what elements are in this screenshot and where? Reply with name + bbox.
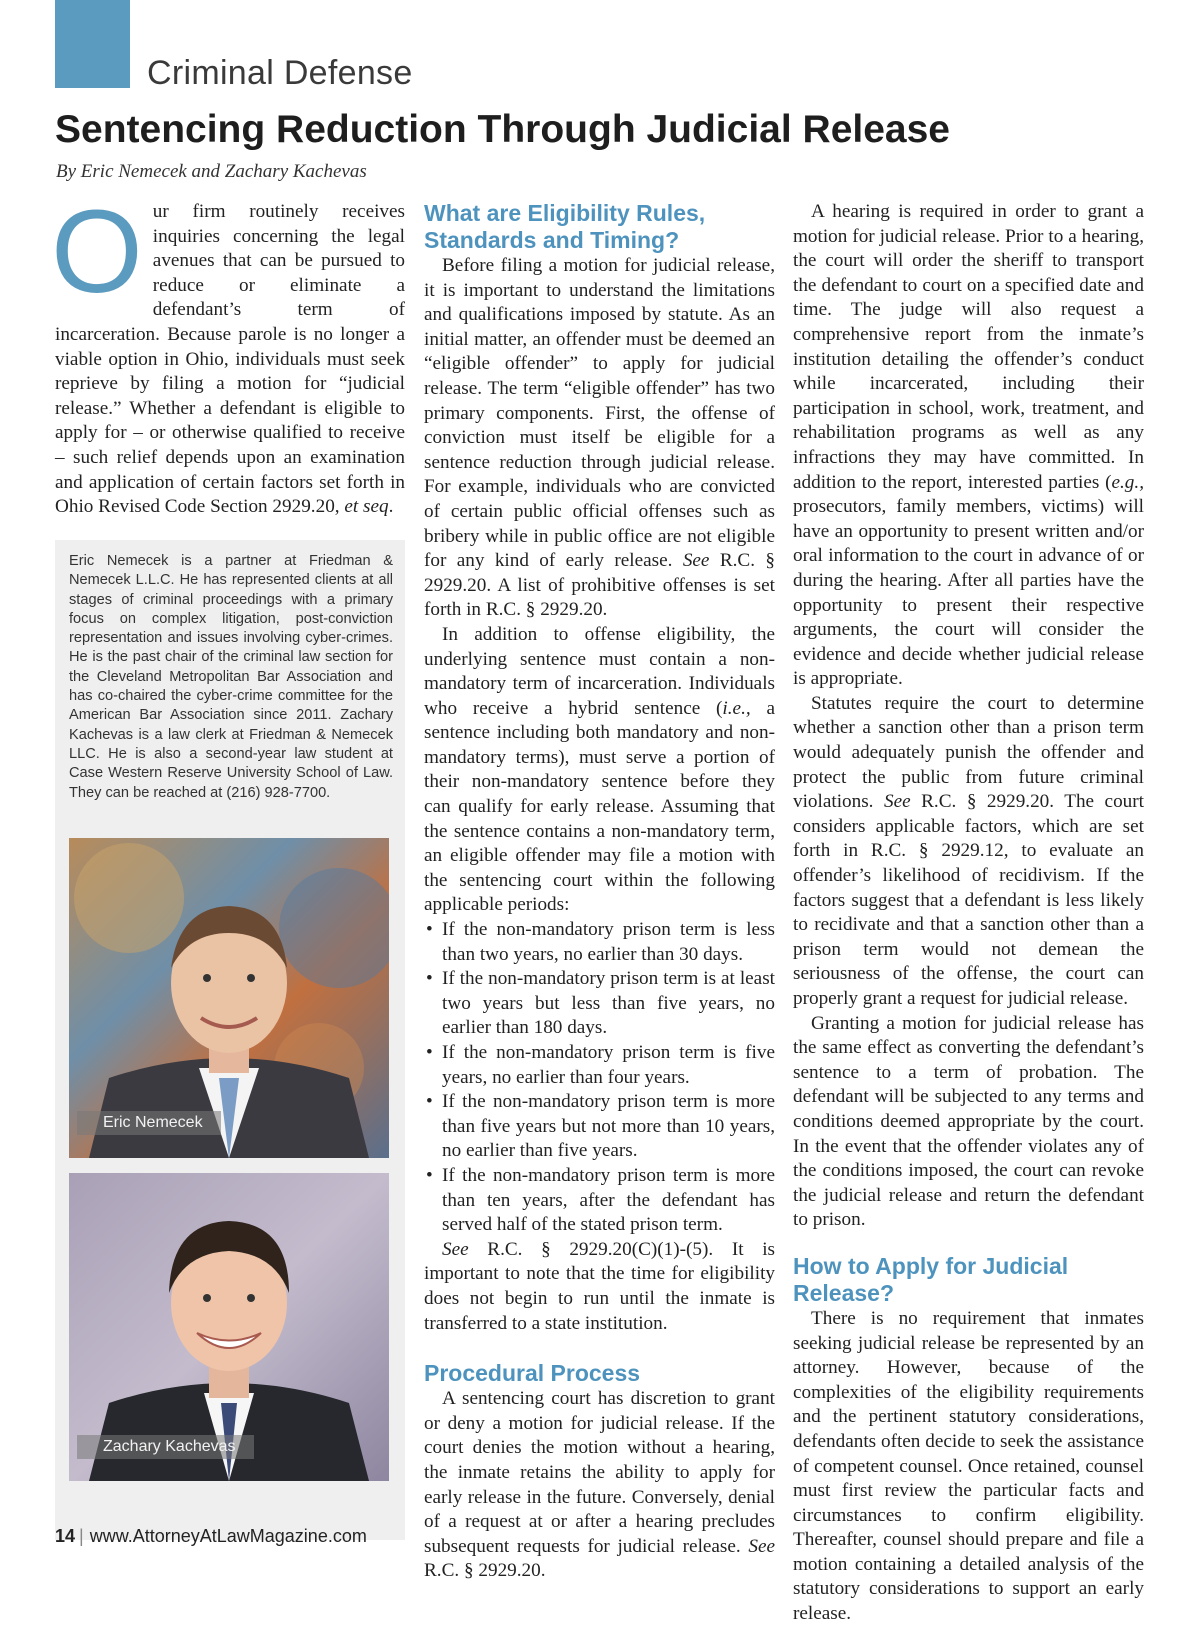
subheading-how-to-apply: How to Apply for Judicial Release?	[793, 1252, 1069, 1306]
intro-paragraph: Our firm routinely receives inquiries concerning the legal avenues that can be pursued to reduce or eliminate a defendant’s term of incarceration. Because parole is no longer a viable option in Ohio, individuals must seek reprieve by filing a motion for “judicial release.” Whether a defendant is eligible to apply for – or otherwise qualified to receive – such relief depends upon an examination and application of certain factors set forth in Ohio Revised Code Section 2929.20, et seq.	[51, 186, 405, 518]
paragraph: There is no requirement that inmates seeking judicial release be represented by an attorney. However, because of the complexities of the eligibility requirements and the pertinent statutory considerations, defendants often decide to seek the assistance of competent counsel. Once retained, counsel must first review the particular facts and circumstances to confirm eligibility. Thereafter, counsel should prepare and file a motion containing a detailed analysis of the statutory considerations to support an early release.	[793, 1307, 1144, 1625]
page-number: 14	[55, 1526, 76, 1546]
list-item: • If the non-mandatory prison term is more than five years but not more than 10 years, no earlier than five years.	[442, 1090, 775, 1164]
list-item: • If the non-mandatory prison term is less than two years, no earlier than 30 days.	[442, 918, 775, 967]
section-label: Criminal Defense	[147, 54, 413, 92]
paragraph: Before filing a motion for judicial release, it is important to understand the limitations and qualifications imposed by statute. As an initial matter, an offender must be deemed an “eligible offender” to apply for judicial release. The term “eligible offender” has two primary components. First, the offense of conviction must itself be eligible for a sentence reduction through judicial release. For example, individuals who are convicted of certain public official offenses such as bribery while in public office are not eligible for any kind of early release. See R.C. § 2929.20. A list of prohibitive offenses is set forth in R.C. § 2929.20.	[424, 255, 775, 621]
paragraph: See R.C. § 2929.20(C)(1)-(5). It is important to note that the time for eligibility does not begin to run until the inmate is transferred to a state institution.	[424, 1238, 775, 1334]
portrait-image	[69, 838, 389, 1158]
paragraph: A sentencing court has discretion to grant or deny a motion for judicial release. If the court denies the motion without a hearing, the inmate retains the ability to apply for early release in the future. Conversely, denial of a request at or after a hearing precludes subsequent requests for judicial release. See R.C. § 2929.20.	[424, 1388, 775, 1582]
paragraph: Granting a motion for judicial release has the same effect as converting the defendant’s sentence to a term of probation. The defendant will be subjected to any terms and conditions deemed appropriate by the court. In the event that the offender violates any of the conditions imposed, the court can revoke the judicial release and return the defendant to prison.	[793, 1012, 1144, 1231]
article-title: Sentencing Reduction Through Judicial Release	[55, 108, 950, 151]
list-item: • If the non-mandatory prison term is five years, no earlier than four years.	[442, 1041, 775, 1090]
photo-caption: Zachary Kachevas	[77, 1435, 254, 1459]
paragraph: Statutes require the court to determine whether a sanction other than a prison term would adequately punish the offender and protect the public from future criminal violations. See R.C. § 2929.20. The court considers applicable factors, which are set forth in R.C. § 2929.12, to evaluate an offender’s likelihood of recidivism. If the factors suggest that a defendant is less likely to recidivate and that a sanction other than a prison term would not demean the seriousness of the offense, the court can properly grant a request for judicial release.	[793, 692, 1144, 1009]
page-footer	[55, 1526, 367, 1547]
author-bio-text: Eric Nemecek is a partner at Friedman & Nemecek L.L.C. He has represented clients at all stages of criminal proceedings with a primary focus on complex litigation, post-conviction representation and issues involving cyber-crimes. He is the past chair of the criminal law section for the Cleveland Metropolitan Bar Association and has co-chaired the cyber-crime committee for the American Bar Association since 2011. Zachary Kachevas is a law clerk at Friedman & Nemecek LLC. He is also a second-year law student at Case Western Reserve University School of Law. They can be reached at (216) 928-7700.	[69, 553, 393, 801]
list-item: • If the non-mandatory prison term is at least two years but less than five years, no earlier than 180 days.	[442, 967, 775, 1041]
subheading-eligibility: What are Eligibility Rules, Standards and Timing?	[424, 200, 706, 253]
paragraph: A hearing is required in order to grant a motion for judicial release. Prior to a hearing, the court will order the sheriff to transport the defendant to court on a specified date and time. The judge will also request a comprehensive report from the inmate’s institution detailing the offender’s conduct while incarcerated, including their participation in school, work, treatment, and rehabilitation programs as well as any infractions they may have committed. In addition to the report, interested parties (e.g., prosecutors, family members, victims) will have an opportunity to present written and/or oral information to the court in advance of or during the hearing. After all parties have the opportunity to present their respective arguments, the court will consider the evidence and decide whether judicial release is appropriate.	[793, 201, 1144, 690]
section-accent-block	[55, 0, 130, 88]
column-3	[793, 200, 1144, 1627]
footer-separator: |	[79, 1526, 84, 1546]
dropcap: O	[51, 186, 143, 318]
author-photo-zachary-kachevas	[69, 1173, 389, 1481]
author-photo-eric-nemecek	[69, 838, 389, 1158]
byline: By Eric Nemecek and Zachary Kachevas	[56, 161, 367, 182]
subheading-procedural: Procedural Process	[424, 1360, 641, 1387]
photo-caption: Eric Nemecek	[77, 1111, 221, 1135]
column-2	[424, 200, 775, 1584]
paragraph: In addition to offense eligibility, the underlying sentence must contain a non-mandatory term of incarceration. Individuals who receive a hybrid sentence (i.e., a sentence including both mandatory and non-mandatory terms), must serve a portion of their non-mandatory sentence before they can qualify for early release. Assuming that the sentence contains a non-mandatory term, an eligible offender may file a motion with the sentencing court within the following applicable periods:	[424, 623, 775, 916]
list-item: • If the non-mandatory prison term is more than ten years, after the defendant has served half of the stated prison term.	[442, 1164, 775, 1238]
column-1	[51, 186, 405, 520]
footer-url[interactable]: www.AttorneyAtLawMagazine.com	[89, 1526, 367, 1546]
eligibility-periods-list	[424, 918, 775, 1238]
